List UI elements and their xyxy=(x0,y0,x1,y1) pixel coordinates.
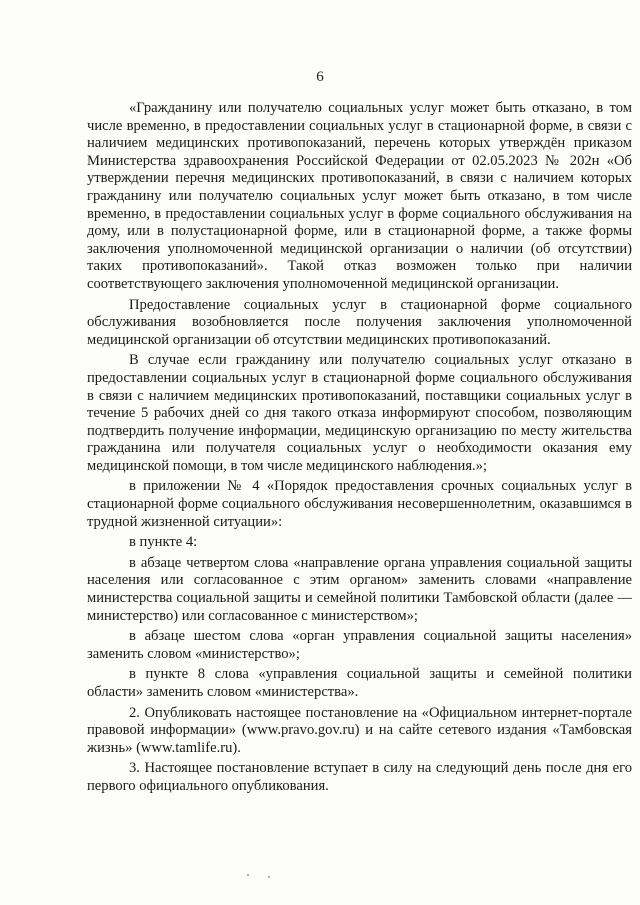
paragraph-service-resumption: Предоставление социальных услуг в стационарной форме социального обслуживания возобновляется после получения заключения уполномоченной медицинской организации об отсутствии медицинских противопоказаний. xyxy=(87,296,632,348)
scan-speck xyxy=(268,876,270,878)
paragraph-provider-notification: В случае если гражданину или получателю социальных услуг отказано в предоставлении социальных услуг в стационарной форме социального обслуживания в связи с наличием медицинских противопоказаний, поставщики социальных услуг в течение 5 рабочих дней со дня такого отказа информируют способом, позволяющим подтвердить получение информации, медицинскую организацию по месту жительства гражданина или получателя социальных услуг о необходимости оказания ему медицинской помощи, в том числе медицинского наблюдения.»; xyxy=(87,352,632,474)
paragraph-refusal-grounds: «Гражданину или получателю социальных услуг может быть отказано, в том числе временно, в предоставлении социальных услуг в стационарной форме, в связи с наличием медицинских противопоказаний, перечень которых утверждён приказом Министерства здравоохранения Российской Федерации от 02.05.2023 № 202н «Об утверждении перечня медицинских противопоказаний, в связи с наличием которых гражданину или получателю социальных услуг может быть отказано, в том числе временно, в предоставлении социальных услуг в форме социального обслуживания на дому, или в полустационарной форме, или в стационарной форме, а также формы заключения уполномоченной медицинской организации о наличии (об отсутствии) таких противопоказаний». Такой отказ возможен только при наличии соответствующего заключения уполномоченной медицинской организации. xyxy=(87,100,632,292)
document-body xyxy=(87,100,632,799)
paragraph-abzac-4: в абзаце четвертом слова «направление органа управления социальной защиты населения или согласованное с этим органом» заменить словами «направление министерства социальной защиты и семейной политики Тамбовской области (далее — министерство) или согласованное с министерством»; xyxy=(87,554,632,624)
paragraph-clause-8: в пункте 8 слова «управления социальной защиты и семейной политики области» заменить словом «министерства». xyxy=(87,666,632,700)
scan-speck xyxy=(247,874,249,876)
paragraph-clause-4: в пункте 4: xyxy=(129,534,198,551)
paragraph-abzac-6: в абзаце шестом слова «орган управления социальной защиты населения» заменить словом «министерство»; xyxy=(87,628,632,662)
paragraph-publication: 2. Опубликовать настоящее постановление на «Официальном интернет-портале правовой информации» (www.pravo.gov.ru) и на сайте сетевого издания «Тамбовская жизнь» (www.tamlife.ru). xyxy=(87,704,632,756)
paragraph-entry-into-force: 3. Настоящее постановление вступает в силу на следующий день после дня его первого официального опубликования. xyxy=(87,760,632,794)
page-number: 6 xyxy=(316,69,324,85)
paragraph-appendix-4: в приложении № 4 «Порядок предоставления срочных социальных услуг в стационарной форме социального обслуживания несовершеннолетним, оказавшимся в трудной жизненной ситуации»: xyxy=(87,478,632,530)
